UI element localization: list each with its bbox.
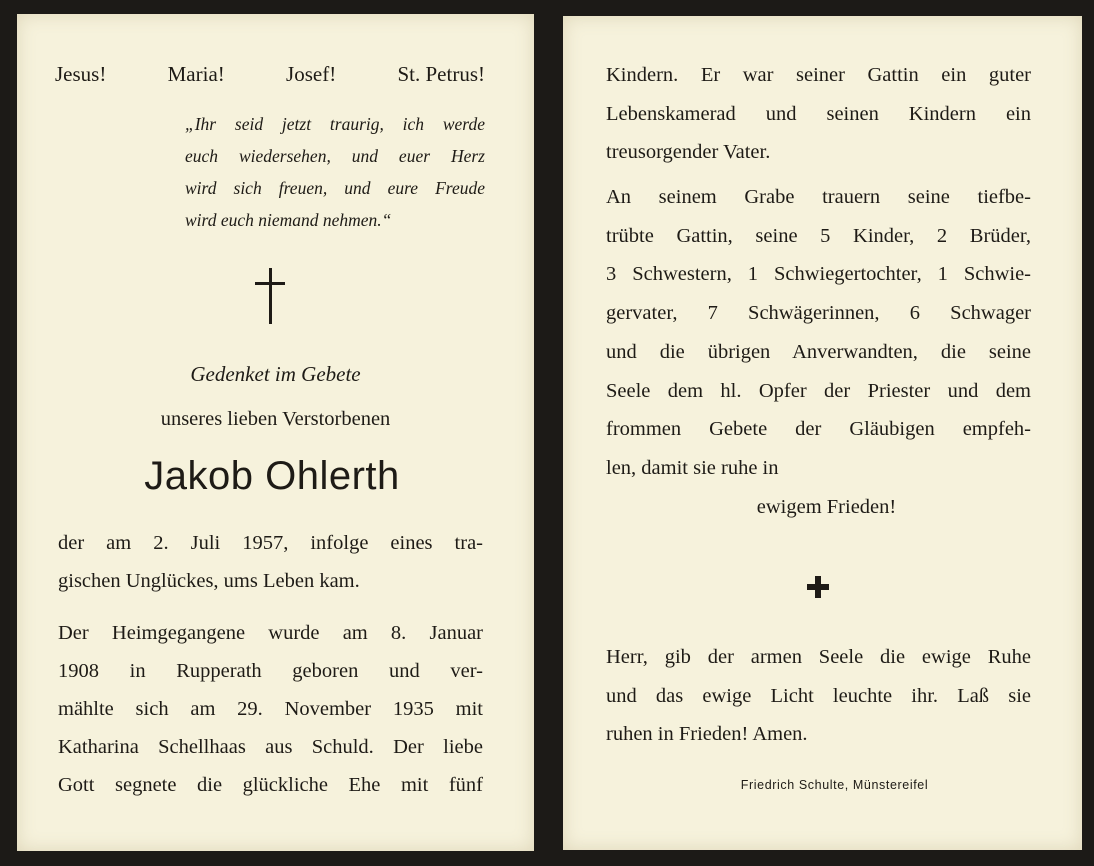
right-card-panel (563, 16, 1082, 850)
text-line: und die übrigen Anverwandten, die seine (606, 340, 1031, 363)
text-line: ruhen in Frieden! Amen. (606, 723, 808, 746)
text-line: trübte Gattin, seine 5 Kinder, 2 Brüder, (606, 224, 1031, 247)
text-line: 1908 in Rupperath geboren und ver- (58, 660, 483, 682)
eternal-peace-line: ewigem Frieden! (756, 496, 897, 518)
quote-line: „Ihr seid jetzt traurig, ich werde (185, 114, 485, 134)
text-line: gervater, 7 Schwägerinnen, 6 Schwager (606, 302, 1031, 325)
text-line: Kindern. Er war seiner Gattin ein guter (606, 64, 1031, 86)
quote-line: wird sich freuen, und eure Freude (185, 178, 485, 198)
text-line: und das ewige Licht leuchte ihr. Laß sie (606, 684, 1031, 707)
remember-heading: Gedenket im Gebete (190, 362, 361, 386)
quote-line: euch wiedersehen, und euer Herz (185, 146, 485, 166)
prayer-paragraph (606, 638, 1031, 754)
text-line: Seele dem hl. Opfer der Priester und dem (606, 379, 1031, 402)
beloved-subheading: unseres lieben Verstorbenen (160, 408, 391, 430)
saint-josef: Josef! (286, 62, 337, 86)
saints-invocation (55, 62, 485, 87)
text-line: Der Heimgegangene wurde am 8. Januar (58, 622, 483, 644)
saint-petrus: St. Petrus! (397, 62, 485, 86)
quote-line: wird euch niemand nehmen.“ (185, 210, 392, 230)
text-line: mählte sich am 29. November 1935 mit (58, 698, 483, 720)
text-line: treusorgender Vater. (606, 141, 771, 164)
text-line: der am 2. Juli 1957, infolge eines tra- (58, 532, 483, 554)
text-line: 3 Schwestern, 1 Schwiegertochter, 1 Schwie- (606, 263, 1031, 286)
bible-quote (185, 108, 485, 236)
saint-jesus: Jesus! (55, 62, 107, 86)
text-line: Lebenskamerad und seinen Kindern ein (606, 102, 1031, 125)
left-card-panel (17, 14, 534, 851)
text-line: Katharina Schellhaas aus Schuld. Der liebe (58, 736, 483, 758)
text-line: frommen Gebete der Gläubigen empfeh- (606, 418, 1031, 441)
text-line: An seinem Grabe trauern seine tiefbe- (606, 186, 1031, 208)
text-line: gischen Unglückes, ums Leben kam. (58, 570, 360, 592)
small-cross-icon (807, 576, 829, 598)
text-line: Herr, gib der armen Seele die ewige Ruhe (606, 646, 1031, 668)
text-line: Gott segnete die glückliche Ehe mit fünf (58, 774, 483, 796)
cross-icon (255, 268, 285, 324)
printer-credit: Friedrich Schulte, Münstereifel (740, 778, 929, 792)
text-line: len, damit sie ruhe in (606, 456, 779, 479)
mourners-paragraph (606, 178, 1031, 488)
deceased-name: Jakob Ohlerth (144, 454, 400, 498)
continuation-paragraph (606, 56, 1031, 172)
saint-maria: Maria! (167, 62, 225, 86)
death-paragraph (58, 524, 483, 600)
biography-paragraph (58, 614, 483, 804)
